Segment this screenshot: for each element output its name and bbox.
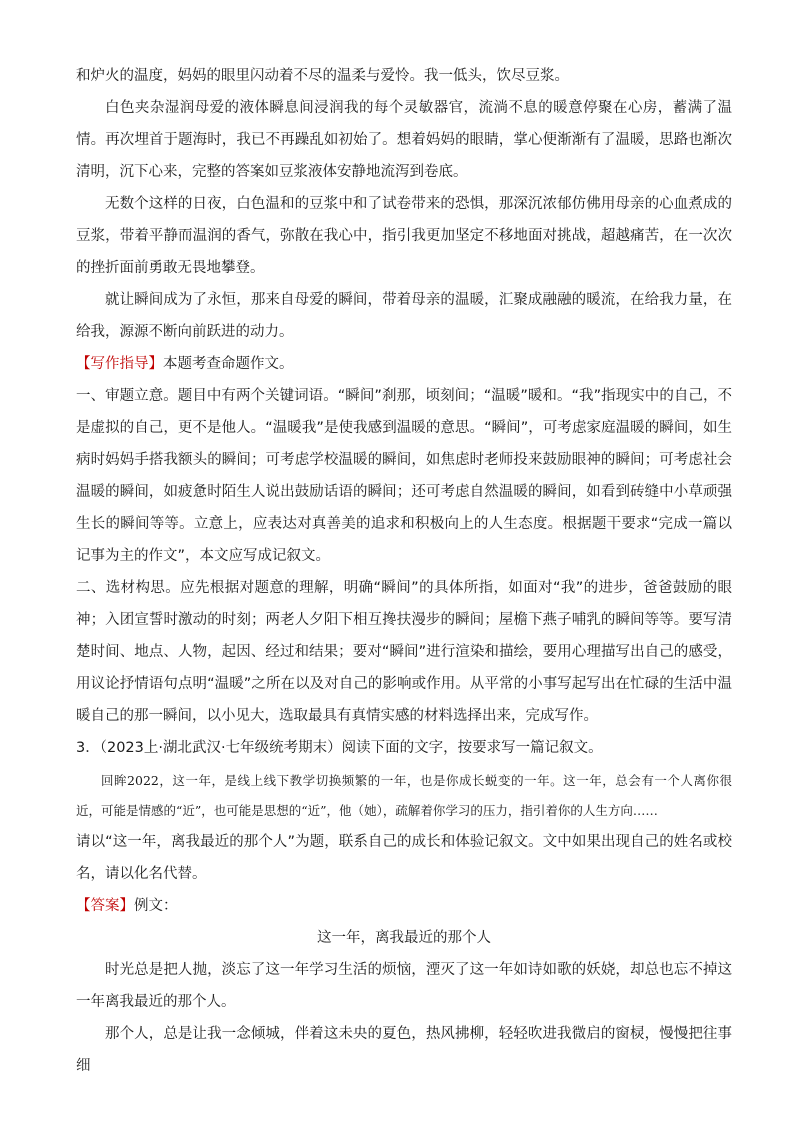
question-3-material: 回眸2022，这一年，是线上线下教学切换频繁的一年，也是你成长蜕变的一年。这一年，总会有一个人离你很近，可能是情感的“近”，也可能是思想的“近”，他（她），疏解着你学习的压力，指引着你的人生方向……	[76, 773, 732, 818]
essay-paragraph-2: 无数个这样的日夜，白色温和的豆浆中和了试卷带来的恐惧，那深沉浓郁仿佛用母亲的心血煮成的豆浆，带着平静而温润的香气，弥散在我心中，指引我更加坚定不移地面对挑战，超越痛苦，在一次次的挫折面前勇敢无畏地攀登。	[76, 196, 732, 276]
sample-essay-paragraph-2: 那个人，总是让我一念倾城，伴着这未央的夏色，热风拂柳，轻轻吹进我微启的窗棂，慢慢把往事细	[76, 1026, 732, 1074]
essay-tail-paragraph: 和炉火的温度，妈妈的眼里闪动着不尽的温柔与爱怜。我一低头，饮尽豆浆。	[76, 68, 569, 84]
writing-guide-tag: 【写作指导】	[76, 356, 163, 372]
guide-section-1: 一、审题立意。题目中有两个关键词语。“瞬间”刹那，顷刻间；“温暖”暖和。“我”指现实中的自己，不是虚拟的自己，更不是他人。“温暖我”是使我感到温暖的意思。“瞬间”，可考虑家庭温暖的瞬间，如生病时妈妈手搭我额头的瞬间；可考虑学校温暖的瞬间，如焦虑时老师投来鼓励眼神的瞬间；可考虑社会温暖的瞬间，如疲惫时陌生人说出鼓励话语的瞬间；还可考虑自然温暖的瞬间，如看到砖缝中小草顽强生长的瞬间等等。立意上，应表达对真善美的追求和积极向上的人生态度。根据题干要求“完成一篇以记事为主的作文”，本文应写成记叙文。	[76, 388, 732, 564]
sample-essay-paragraph-1: 时光总是把人抛，淡忘了这一年学习生活的烦恼，湮灭了这一年如诗如歌的妖娆，却总也忘不掉这一年离我最近的那个人。	[76, 962, 732, 1010]
question-3-requirement: 请以“这一年，离我最近的那个人”为题，联系自己的成长和体验记叙文。文中如果出现自己的姓名或校名，请以化名代替。	[76, 834, 732, 882]
sample-essay-title: 这一年，离我最近的那个人	[317, 930, 491, 946]
essay-paragraph-1: 白色夹杂湿润母爱的液体瞬息间浸润我的每个灵敏器官，流淌不息的暖意停聚在心房，蓄满了温情。再次埋首于题海时，我已不再躁乱如初始了。想着妈妈的眼睛，掌心便渐渐有了温暖，思路也渐次清明，沉下心来，完整的答案如豆浆液体安静地流泻到卷底。	[76, 100, 732, 180]
question-3-heading: 3．（2023上·湖北武汉·七年级统考期末）阅读下面的文字，按要求写一篇记叙文。	[76, 740, 603, 756]
guide-section-2: 二、选材构思。应先根据对题意的理解，明确“瞬间”的具体所指，如面对“我”的进步，爸爸鼓励的眼神；入团宣誓时激动的时刻；两老人夕阳下相互搀扶漫步的瞬间；屋檐下燕子哺乳的瞬间等等。要写清楚时间、地点、人物，起因、经过和结果；要对“瞬间”进行渲染和描绘，要用心理描写出自己的感受，用议论抒情语句点明“温暖”之所在以及对自己的影响或作用。从平常的小事写起写出在忙碌的生活中温暖自己的那一瞬间，以小见大，选取最具有真情实感的材料选择出来，完成写作。	[76, 580, 732, 724]
writing-guide-heading	[76, 348, 732, 380]
document-page	[76, 60, 732, 1082]
writing-guide-intro: 本题考查命题作文。	[163, 356, 294, 372]
answer-heading	[76, 890, 732, 922]
answer-label: 例文：	[134, 898, 178, 914]
essay-paragraph-3: 就让瞬间成为了永恒，那来自母爱的瞬间，带着母亲的温暖，汇聚成融融的暖流，在给我力量，在给我，源源不断向前跃进的动力。	[76, 292, 732, 340]
answer-tag: 【答案】	[76, 898, 134, 914]
